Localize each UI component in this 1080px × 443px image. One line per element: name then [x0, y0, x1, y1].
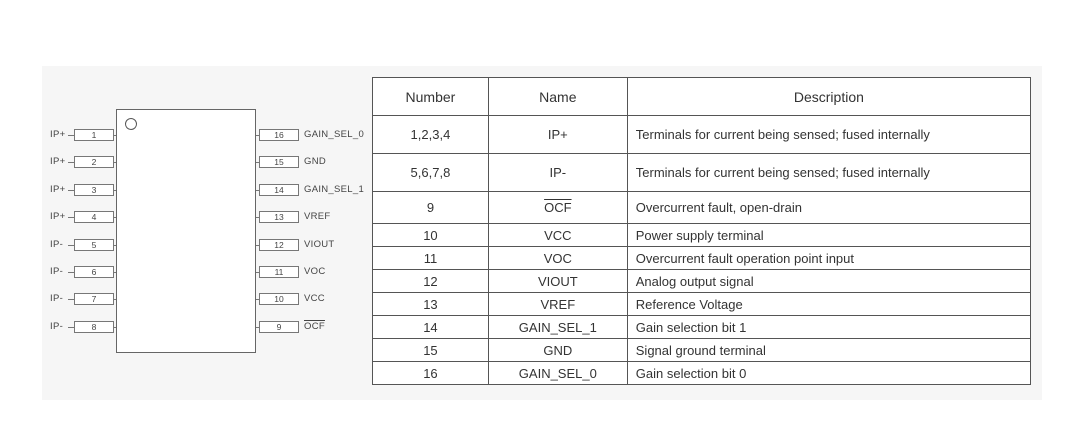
- left-pin-label: IP-: [50, 293, 64, 305]
- right-pin-number: 15: [259, 156, 299, 168]
- table-row: [373, 362, 1031, 385]
- row-number: 11: [373, 247, 489, 270]
- left-pin-label: IP+: [50, 183, 66, 195]
- table-row: [373, 270, 1031, 293]
- right-pin-label: GAIN_SEL_0: [304, 129, 365, 140]
- table-row: [373, 339, 1031, 362]
- row-description: Reference Voltage: [627, 293, 1030, 316]
- table-row: [373, 293, 1031, 316]
- pin-lead: [113, 190, 116, 191]
- ocf-name: $\overline{OCF}$: [544, 200, 572, 215]
- pin-lead: [113, 299, 116, 300]
- left-pin-label: IP-: [50, 238, 64, 250]
- pin-lead: [113, 245, 116, 246]
- left-pin-number: 4: [74, 211, 114, 223]
- row-description: Analog output signal: [627, 270, 1030, 293]
- row-number: 5,6,7,8: [373, 154, 489, 192]
- left-pin-label: IP+: [50, 129, 66, 140]
- table-row: [373, 116, 1031, 154]
- row-number: 15: [373, 339, 489, 362]
- row-name: IP+: [488, 116, 627, 154]
- row-name: [488, 192, 627, 224]
- row-name: VCC: [488, 224, 627, 247]
- left-pin-label: IP-: [50, 320, 64, 332]
- left-pin-number: 1: [74, 129, 114, 141]
- left-pin-number: 6: [74, 266, 114, 278]
- row-description: Signal ground terminal: [627, 339, 1030, 362]
- row-name: VREF: [488, 293, 627, 316]
- right-pin-label: VIOUT: [304, 238, 335, 250]
- pin-lead: [113, 272, 116, 273]
- row-number: 10: [373, 224, 489, 247]
- row-number: 9: [373, 192, 489, 224]
- table-row: [373, 154, 1031, 192]
- row-name: IP-: [488, 154, 627, 192]
- right-pin-number: 12: [259, 239, 299, 251]
- row-name: VIOUT: [488, 270, 627, 293]
- row-description: Gain selection bit 1: [627, 316, 1030, 339]
- row-name: VOC: [488, 247, 627, 270]
- right-pin-number: 10: [259, 293, 299, 305]
- pin1-marker-icon: [125, 118, 137, 130]
- row-name: GAIN_SEL_0: [488, 362, 627, 385]
- right-pin-number: 13: [259, 211, 299, 223]
- right-pin-number: 16: [259, 129, 299, 141]
- row-description: Overcurrent fault operation point input: [627, 247, 1030, 270]
- header-description: Description: [627, 78, 1030, 116]
- left-pin-label: IP-: [50, 266, 64, 277]
- row-description: Overcurrent fault, open-drain: [627, 192, 1030, 224]
- table-row: [373, 247, 1031, 270]
- ic-package: [116, 109, 256, 353]
- row-description: Gain selection bit 0: [627, 362, 1030, 385]
- right-pin-label: VOC: [304, 266, 326, 277]
- right-pin-number: 11: [259, 266, 299, 278]
- left-pin-number: 2: [74, 156, 114, 168]
- row-description: Terminals for current being sensed; fused internally: [627, 154, 1030, 192]
- left-pin-label: IP+: [50, 211, 66, 223]
- pin-description-table: [372, 77, 1031, 385]
- pin-lead: [113, 327, 116, 328]
- left-pin-number: 5: [74, 239, 114, 251]
- table-row: [373, 316, 1031, 339]
- pin-lead: [113, 217, 116, 218]
- table-header-row: [373, 78, 1031, 116]
- right-pin-label: $\overline{OCF}$: [304, 320, 325, 332]
- left-pin-number: 3: [74, 184, 114, 196]
- row-number: 14: [373, 316, 489, 339]
- pin-lead: [113, 135, 116, 136]
- right-pin-number: 9: [259, 321, 299, 333]
- table-row: [373, 224, 1031, 247]
- row-name: GND: [488, 339, 627, 362]
- pin-lead: [113, 162, 116, 163]
- row-name: GAIN_SEL_1: [488, 316, 627, 339]
- header-number: Number: [373, 78, 489, 116]
- left-pin-number: 7: [74, 293, 114, 305]
- row-number: 13: [373, 293, 489, 316]
- right-pin-label: GND: [304, 156, 327, 168]
- right-pin-number: 14: [259, 184, 299, 196]
- table-row: [373, 192, 1031, 224]
- row-number: 16: [373, 362, 489, 385]
- left-pin-number: 8: [74, 321, 114, 333]
- row-description: Terminals for current being sensed; fused internally: [627, 116, 1030, 154]
- right-pin-label: VCC: [304, 293, 325, 305]
- row-number: 1,2,3,4: [373, 116, 489, 154]
- left-pin-label: IP+: [50, 156, 66, 168]
- header-name: Name: [488, 78, 627, 116]
- row-description: Power supply terminal: [627, 224, 1030, 247]
- right-pin-label: GAIN_SEL_1: [304, 183, 365, 195]
- right-pin-label: VREF: [304, 211, 331, 223]
- row-number: 12: [373, 270, 489, 293]
